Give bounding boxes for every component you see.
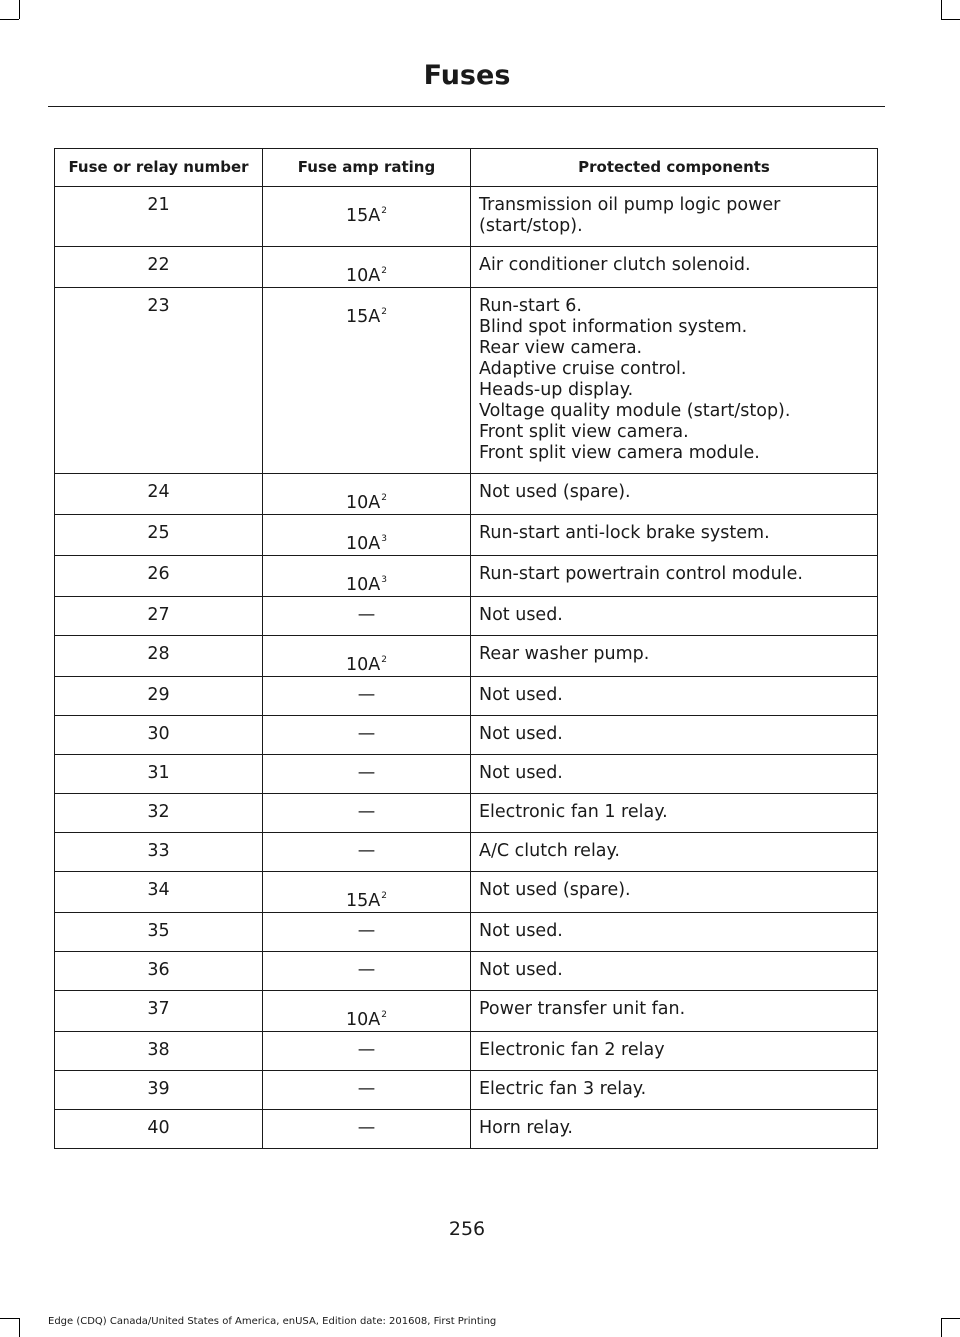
- protected-components-cell: [471, 913, 878, 952]
- amp-rating-cell: [263, 677, 471, 716]
- crop-mark: [941, 1318, 960, 1319]
- footnote-marker: 2: [381, 206, 387, 216]
- fuse-number-cell: 23: [55, 288, 263, 474]
- column-header-amp-rating: Fuse amp rating: [263, 149, 471, 187]
- component-line: A/C clutch relay.: [479, 841, 620, 861]
- amp-rating-cell: [263, 991, 471, 1032]
- amp-rating-cell: [263, 247, 471, 288]
- table-row: [55, 913, 878, 952]
- table-row: [55, 1032, 878, 1071]
- table-row: [55, 474, 878, 515]
- fuse-number-cell: 21: [55, 187, 263, 247]
- component-line: Run-start powertrain control module.: [479, 564, 803, 584]
- amp-rating-cell: [263, 952, 471, 991]
- amp-rating-value: —: [357, 724, 376, 744]
- amp-rating-value: —: [357, 1040, 376, 1060]
- amp-rating-cell: [263, 597, 471, 636]
- component-line: Adaptive cruise control.: [479, 359, 687, 379]
- protected-components-cell: [471, 794, 878, 833]
- protected-components-cell: [471, 1032, 878, 1071]
- fuse-number-cell: 27: [55, 597, 263, 636]
- fuse-number-cell: 25: [55, 515, 263, 556]
- fuse-number-cell: 22: [55, 247, 263, 288]
- table-row: [55, 833, 878, 872]
- amp-rating-cell: [263, 794, 471, 833]
- fuse-number-cell: 26: [55, 556, 263, 597]
- fuse-number-cell: 33: [55, 833, 263, 872]
- fuse-number-cell: 28: [55, 636, 263, 677]
- protected-components-cell: [471, 474, 878, 515]
- table-row: [55, 794, 878, 833]
- amp-rating-value: —: [357, 1118, 376, 1138]
- protected-components-cell: [471, 1071, 878, 1110]
- amp-rating-cell: [263, 515, 471, 556]
- protected-components-cell: [471, 677, 878, 716]
- amp-rating-value: —: [357, 841, 376, 861]
- edition-footer: Edge (CDQ) Canada/United States of America, enUSA, Edition date: 201608, First Printing: [48, 1316, 497, 1327]
- component-line: Not used.: [479, 763, 563, 783]
- protected-components-cell: [471, 288, 878, 474]
- table-body: [55, 187, 878, 1149]
- component-line: Front split view camera.: [479, 422, 689, 442]
- amp-rating-cell: [263, 636, 471, 677]
- amp-rating-value: —: [357, 921, 376, 941]
- footnote-marker: 2: [381, 307, 387, 317]
- component-line: Transmission oil pump logic power (start/stop).: [479, 195, 781, 236]
- amp-rating-value: —: [357, 802, 376, 822]
- footnote-marker: 3: [381, 575, 387, 585]
- amp-rating-cell: [263, 1032, 471, 1071]
- column-header-fuse-number: Fuse or relay number: [55, 149, 263, 187]
- table-row: [55, 677, 878, 716]
- amp-rating-value: 10A: [346, 1010, 381, 1030]
- amp-rating-value: —: [357, 685, 376, 705]
- component-line: Voltage quality module (start/stop).: [479, 401, 791, 421]
- amp-rating-value: —: [357, 763, 376, 783]
- footnote-marker: 2: [381, 655, 387, 665]
- amp-rating-value: 10A: [346, 534, 381, 554]
- protected-components-cell: [471, 597, 878, 636]
- component-line: Electronic fan 1 relay.: [479, 802, 668, 822]
- footnote-marker: 2: [381, 266, 387, 276]
- amp-rating-value: —: [357, 1079, 376, 1099]
- component-line: Heads-up display.: [479, 380, 634, 400]
- fuse-number-cell: 31: [55, 755, 263, 794]
- protected-components-cell: [471, 636, 878, 677]
- page-title: Fuses: [423, 60, 511, 91]
- table-row: [55, 1071, 878, 1110]
- amp-rating-value: 10A: [346, 575, 381, 595]
- fuse-number-cell: 37: [55, 991, 263, 1032]
- table-row: [55, 755, 878, 794]
- amp-rating-cell: [263, 556, 471, 597]
- fuse-number-cell: 24: [55, 474, 263, 515]
- footnote-marker: 2: [381, 493, 387, 503]
- fuse-number-cell: 30: [55, 716, 263, 755]
- protected-components-cell: [471, 952, 878, 991]
- table-row: [55, 556, 878, 597]
- protected-components-cell: [471, 716, 878, 755]
- table-row: [55, 716, 878, 755]
- fuse-number-cell: 38: [55, 1032, 263, 1071]
- amp-rating-cell: [263, 755, 471, 794]
- amp-rating-value: 15A: [346, 307, 381, 327]
- crop-mark: [19, 1318, 20, 1337]
- table-row: [55, 636, 878, 677]
- component-line: Run-start anti-lock brake system.: [479, 523, 770, 543]
- amp-rating-value: 10A: [346, 266, 381, 286]
- component-line: Not used.: [479, 605, 563, 625]
- table-row: [55, 991, 878, 1032]
- protected-components-cell: [471, 1110, 878, 1149]
- component-line: Horn relay.: [479, 1118, 573, 1138]
- crop-mark: [0, 19, 19, 20]
- amp-rating-cell: [263, 288, 471, 474]
- component-line: Blind spot information system.: [479, 317, 748, 337]
- component-line: Not used.: [479, 685, 563, 705]
- component-line: Electronic fan 2 relay: [479, 1040, 665, 1060]
- protected-components-cell: [471, 991, 878, 1032]
- component-line: Run-start 6.: [479, 296, 582, 316]
- amp-rating-cell: [263, 872, 471, 913]
- page-number: 256: [448, 1218, 486, 1240]
- fuse-number-cell: 36: [55, 952, 263, 991]
- fuse-number-cell: 40: [55, 1110, 263, 1149]
- amp-rating-cell: [263, 913, 471, 952]
- amp-rating-value: 15A: [346, 891, 381, 911]
- component-line: Rear washer pump.: [479, 644, 650, 664]
- table-row: [55, 1110, 878, 1149]
- fuse-number-cell: 32: [55, 794, 263, 833]
- protected-components-cell: [471, 556, 878, 597]
- protected-components-cell: [471, 515, 878, 556]
- amp-rating-cell: [263, 716, 471, 755]
- table-header-row: [55, 149, 878, 187]
- component-line: Front split view camera module.: [479, 443, 760, 463]
- component-line: Not used.: [479, 921, 563, 941]
- table-row: [55, 515, 878, 556]
- component-line: Not used.: [479, 960, 563, 980]
- protected-components-cell: [471, 187, 878, 247]
- amp-rating-value: 15A: [346, 206, 381, 226]
- fuse-number-cell: 34: [55, 872, 263, 913]
- fuse-number-cell: 35: [55, 913, 263, 952]
- footnote-marker: 3: [381, 534, 387, 544]
- column-header-protected-components: Protected components: [471, 149, 878, 187]
- protected-components-cell: [471, 872, 878, 913]
- fuse-number-cell: 39: [55, 1071, 263, 1110]
- amp-rating-cell: [263, 833, 471, 872]
- fuse-table: [54, 148, 878, 1149]
- component-line: Rear view camera.: [479, 338, 643, 358]
- amp-rating-value: 10A: [346, 493, 381, 513]
- protected-components-cell: [471, 833, 878, 872]
- title-divider: [48, 106, 885, 107]
- component-line: Electric fan 3 relay.: [479, 1079, 647, 1099]
- amp-rating-value: —: [357, 960, 376, 980]
- amp-rating-value: 10A: [346, 655, 381, 675]
- footnote-marker: 2: [381, 891, 387, 901]
- component-line: Not used (spare).: [479, 482, 631, 502]
- protected-components-cell: [471, 755, 878, 794]
- protected-components-cell: [471, 247, 878, 288]
- amp-rating-cell: [263, 1110, 471, 1149]
- crop-mark: [941, 0, 942, 19]
- component-line: Air conditioner clutch solenoid.: [479, 255, 751, 275]
- amp-rating-value: —: [357, 605, 376, 625]
- component-line: Not used.: [479, 724, 563, 744]
- crop-mark: [0, 1318, 19, 1319]
- crop-mark: [941, 1318, 942, 1337]
- fuse-number-cell: 29: [55, 677, 263, 716]
- amp-rating-cell: [263, 187, 471, 247]
- component-line: Power transfer unit fan.: [479, 999, 686, 1019]
- footnote-marker: 2: [381, 1010, 387, 1020]
- crop-mark: [19, 0, 20, 19]
- crop-mark: [941, 19, 960, 20]
- component-line: Not used (spare).: [479, 880, 631, 900]
- amp-rating-cell: [263, 1071, 471, 1110]
- table-row: [55, 288, 878, 474]
- table-row: [55, 952, 878, 991]
- table-row: [55, 872, 878, 913]
- table-row: [55, 187, 878, 247]
- table-row: [55, 247, 878, 288]
- amp-rating-cell: [263, 474, 471, 515]
- table-row: [55, 597, 878, 636]
